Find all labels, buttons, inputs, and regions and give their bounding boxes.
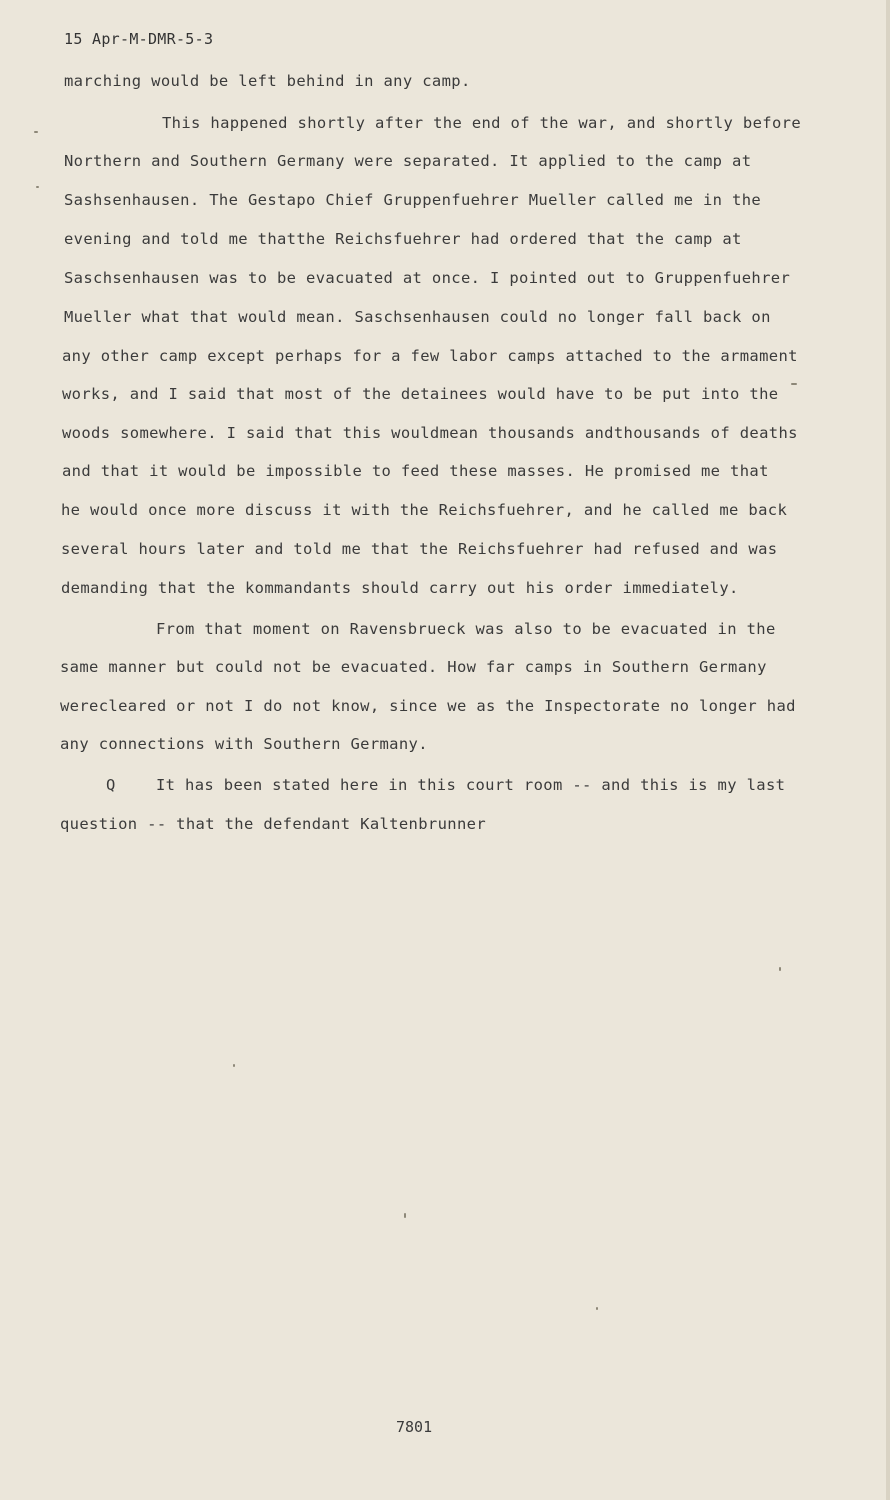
page-number: 7801: [396, 1418, 433, 1436]
text-line-5: evening and told me thatthe Reichsfuehrer had ordered that the camp at: [64, 230, 742, 248]
paper-speck: [233, 1064, 235, 1067]
text-line-8: any other camp except perhaps for a few labor camps attached to the armament: [62, 347, 798, 365]
text-line-13: several hours later and told me that the Reichsfuehrer had refused and was: [61, 540, 778, 558]
text-line-18: any connections with Southern Germany.: [60, 735, 428, 753]
text-line-3: Northern and Southern Germany were separated. It applied to the camp at: [64, 152, 752, 170]
text-line-19: It has been stated here in this court room -- and this is my last: [156, 776, 786, 794]
paper-speck: [404, 1213, 406, 1218]
text-line-2: This happened shortly after the end of the war, and shortly before: [162, 114, 801, 132]
text-line-17: werecleared or not I do not know, since we as the Inspectorate no longer had: [60, 697, 796, 715]
paper-speck: [36, 186, 39, 188]
text-line-14: demanding that the kommandants should carry out his order immediately.: [61, 579, 739, 597]
text-line-20: question -- that the defendant Kaltenbrunner: [60, 815, 486, 833]
text-line-12: he would once more discuss it with the Reichsfuehrer, and he called me back: [61, 501, 788, 519]
paper-speck: [596, 1307, 598, 1310]
text-line-7: Mueller what that would mean. Saschsenhausen could no longer fall back on: [64, 308, 771, 326]
text-line-1: marching would be left behind in any camp.: [64, 72, 471, 90]
text-line-9: works, and I said that most of the detainees would have to be put into the: [62, 385, 779, 403]
text-line-15: From that moment on Ravensbrueck was also to be evacuated in the: [156, 620, 776, 638]
text-line-16: same manner but could not be evacuated. How far camps in Southern Germany: [60, 658, 767, 676]
text-line-4: Sashsenhausen. The Gestapo Chief Gruppenfuehrer Mueller called me in the: [64, 191, 762, 209]
question-marker: Q: [106, 776, 116, 794]
page-reference: 15 Apr-M-DMR-5-3: [64, 30, 214, 48]
text-line-10: woods somewhere. I said that this wouldmean thousands andthousands of deaths: [62, 424, 798, 442]
paper-speck: [779, 967, 781, 971]
paper-speck: [34, 131, 38, 133]
paper-speck: [791, 383, 797, 385]
page-edge: [886, 0, 890, 1500]
text-line-6: Saschsenhausen was to be evacuated at once. I pointed out to Gruppenfuehrer: [64, 269, 791, 287]
text-line-11: and that it would be impossible to feed these masses. He promised me that: [62, 462, 769, 480]
